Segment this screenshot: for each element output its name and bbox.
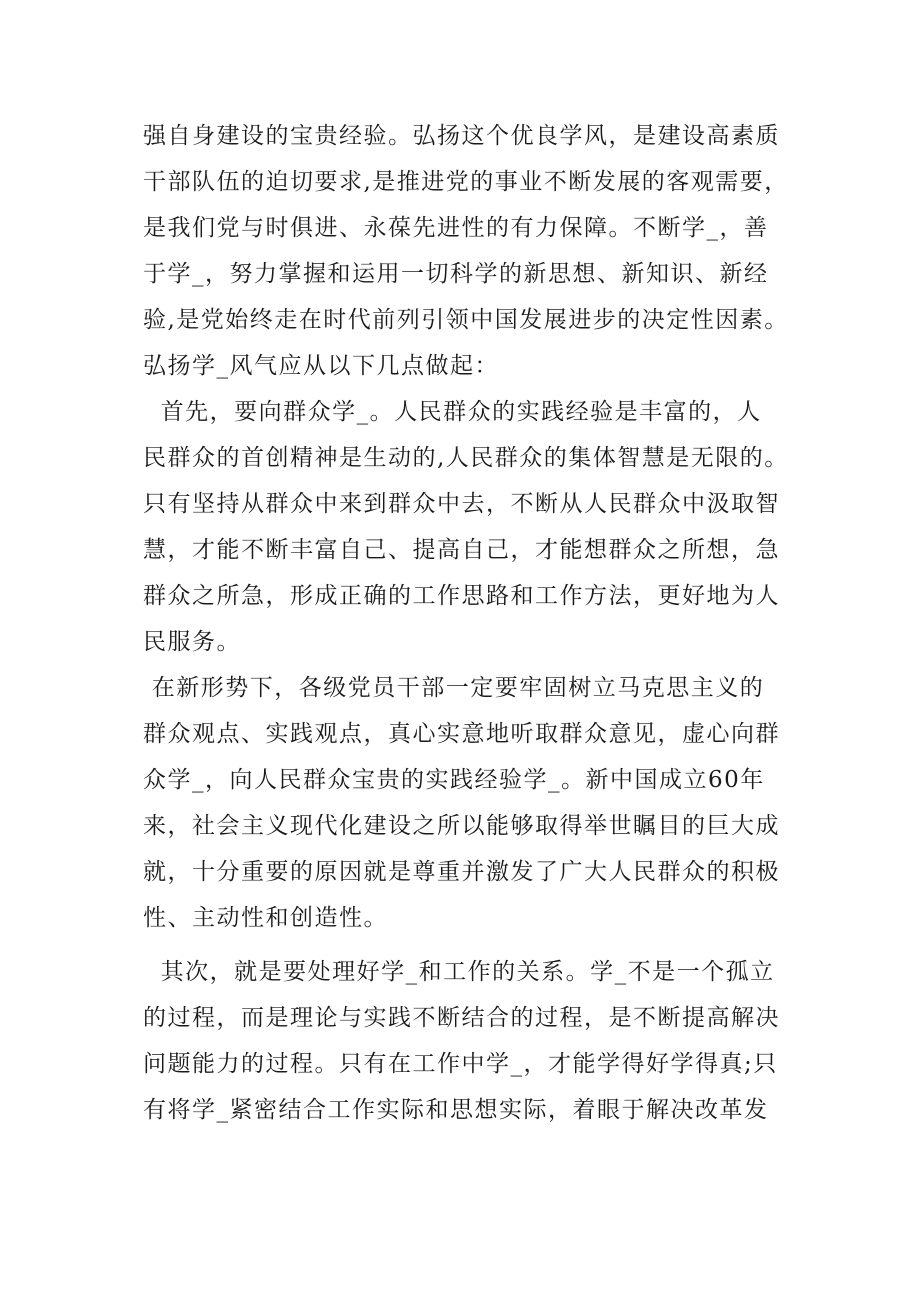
paragraph-2: [143, 389, 823, 665]
text-line: 其次，就是要处理好学_和工作的关系。学_不是一个孤立: [143, 959, 775, 985]
text-line: 只有坚持从群众中来到群众中去，不断从人民群众中汲取智: [143, 491, 780, 517]
text-line: 首先，要向群众学_。人民群众的实践经验是丰富的，人: [143, 399, 762, 425]
paragraph-3: [143, 665, 823, 941]
paragraph-1: [143, 113, 823, 389]
text-line: 来，社会主义现代化建设之所以能够取得举世瞩目的巨大成: [143, 813, 780, 839]
text-line: 验,是党始终走在时代前列引领中国发展进步的决定性因素。: [143, 307, 789, 333]
text-line: 弘扬学_风气应从以下几点做起：: [143, 353, 499, 379]
text-line: 的过程，而是理论与实践不断结合的过程，是不断提高解决: [143, 1005, 780, 1031]
text-line: 是我们党与时俱进、永葆先进性的有力保障。不断学_，善: [143, 215, 769, 241]
text-line: 民服务。: [143, 629, 241, 655]
paragraph-gap: [143, 941, 823, 949]
text-line: 群众观点、实践观点，真心实意地听取群众意见，虚心向群: [143, 721, 780, 747]
text-line: 在新形势下，各级党员干部一定要牢固树立马克思主义的: [143, 675, 765, 701]
text-line: 性、主动性和创造性。: [143, 905, 388, 931]
text-line: 群众之所急，形成正确的工作思路和工作方法，更好地为人: [143, 583, 780, 609]
text-line: 干部队伍的迫切要求,是推进党的事业不断发展的客观需要，: [143, 169, 789, 195]
paragraph-4: [143, 949, 823, 1133]
text-line: 强自身建设的宝贵经验。弘扬这个优良学风，是建设高素质: [143, 123, 780, 149]
text-line: 就，十分重要的原因就是尊重并激发了广大人民群众的积极: [143, 859, 780, 885]
text-line: 众学_，向人民群众宝贵的实践经验学_。新中国成立60年: [143, 767, 765, 793]
text-line: 民群众的首创精神是生动的,人民群众的集体智慧是无限的。: [143, 445, 789, 471]
text-line: 于学_，努力掌握和运用一切科学的新思想、新知识、新经: [143, 261, 769, 287]
text-line: 有将学_紧密结合工作实际和思想实际，着眼于解决改革发: [143, 1097, 769, 1123]
text-line: 问题能力的过程。只有在工作中学_，才能学得好学得真;只: [143, 1051, 778, 1077]
text-line: 慧，才能不断丰富自己、提高自己，才能想群众之所想，急: [143, 537, 780, 563]
document-body: [143, 113, 823, 1133]
